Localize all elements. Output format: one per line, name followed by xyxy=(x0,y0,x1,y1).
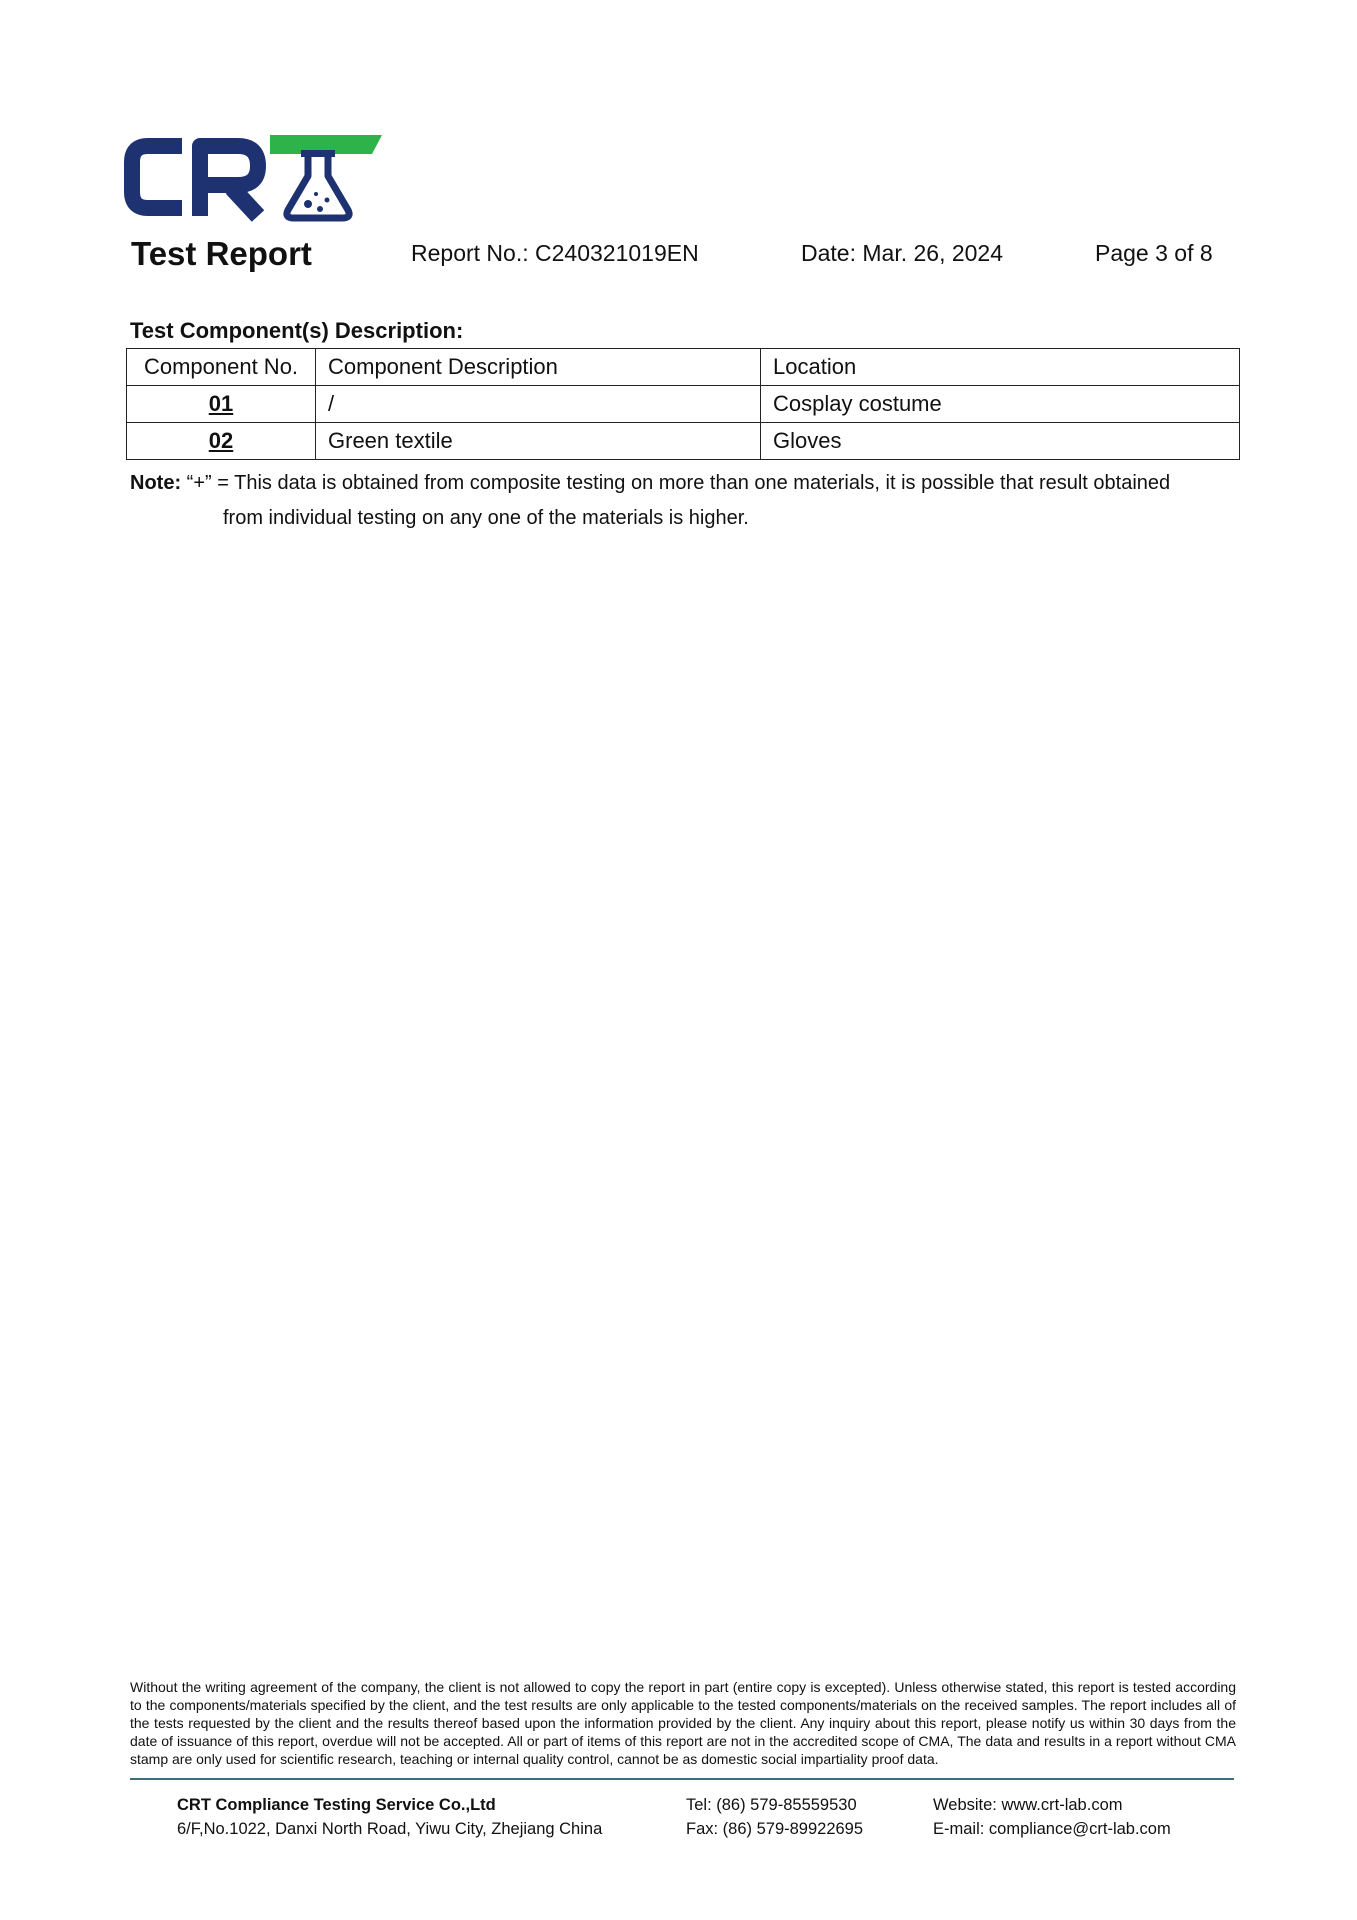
company-name: CRT Compliance Testing Service Co.,Ltd xyxy=(177,1796,496,1814)
component-location: Cosplay costume xyxy=(761,386,1240,423)
component-table xyxy=(126,348,1240,460)
footer-disclaimer: Without the writing agreement of the company, the client is not allowed to copy the report in part (entire copy is excepted). Unless otherwise stated, this report is tested according to the components/materials specified by the client, and the test results are only applicable to the tested components/materials on the received samples. The report includes all of the tests requested by the client and the results thereof based upon the information provided by the client. Any inquiry about this report, please notify us within 30 days from the date of issuance of this report, overdue will not be accepted. All or part of items of this report are not in the accredited scope of CMA, The data and results in a report without CMA stamp are only used for scientific research, teaching or internal quality control, cannot be as domestic social impartiality proof data. xyxy=(130,1679,1236,1767)
email: E-mail: compliance@crt-lab.com xyxy=(933,1820,1171,1838)
component-description: / xyxy=(316,386,761,423)
website: Website: www.crt-lab.com xyxy=(933,1796,1123,1814)
table-row xyxy=(127,386,1240,423)
page-number: Page 3 of 8 xyxy=(1095,240,1213,266)
note-text-line1: “+” = This data is obtained from composite testing on more than one materials, it is possible that result obtained xyxy=(186,472,1171,494)
telephone: Tel: (86) 579-85559530 xyxy=(686,1796,857,1814)
table-note xyxy=(130,466,1240,536)
table-header-cell: Component No. xyxy=(127,349,316,386)
footer-divider xyxy=(130,1778,1234,1780)
fax: Fax: (86) 579-89922695 xyxy=(686,1820,864,1838)
component-location: Gloves xyxy=(761,423,1240,460)
footer-phone xyxy=(686,1793,863,1841)
note-text-line2: from individual testing on any one of the materials is higher. xyxy=(223,507,749,529)
footer-company xyxy=(177,1793,602,1841)
component-number: 01 xyxy=(127,386,316,423)
report-number: Report No.: C240321019EN xyxy=(411,240,699,266)
company-address: 6/F,No.1022, Danxi North Road, Yiwu City, Zhejiang China xyxy=(177,1820,603,1838)
table-header-cell: Component Description xyxy=(316,349,761,386)
component-description: Green textile xyxy=(316,423,761,460)
note-label: Note: xyxy=(130,472,182,494)
component-number: 02 xyxy=(127,423,316,460)
crt-logo xyxy=(120,130,385,222)
table-header-row xyxy=(127,349,1240,386)
table-header-cell: Location xyxy=(761,349,1240,386)
table-row xyxy=(127,423,1240,460)
crt-logo-graphic xyxy=(120,130,385,222)
section-title: Test Component(s) Description: xyxy=(130,318,464,343)
report-date: Date: Mar. 26, 2024 xyxy=(801,240,1004,266)
page-title: Test Report xyxy=(131,235,312,272)
footer-contact xyxy=(933,1793,1171,1841)
